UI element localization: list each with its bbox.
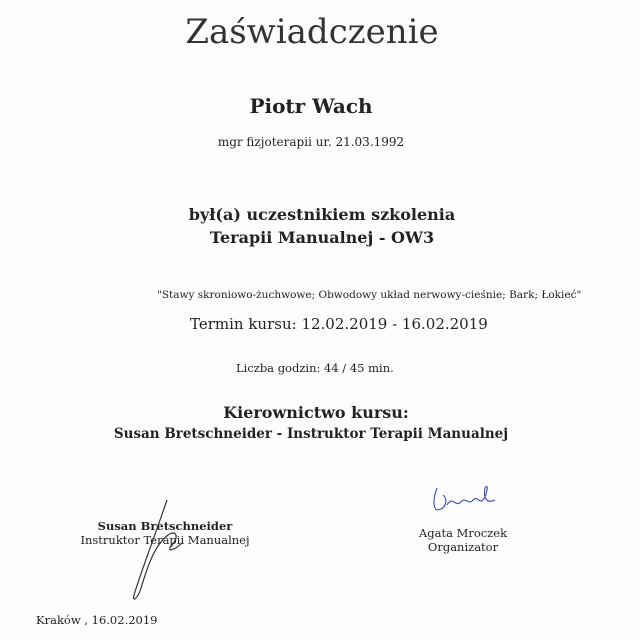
recipient-name: Piotr Wach bbox=[249, 94, 373, 118]
management-text: Susan Bretschneider - Instruktor Terapii Manualnej bbox=[113, 426, 509, 442]
place-and-date: Kraków , 16.02.2019 bbox=[36, 613, 158, 627]
signatory-1-role: Instruktor Terapii Manualnej bbox=[80, 533, 250, 547]
signature-2-icon bbox=[425, 480, 505, 515]
course-name: Terapii Manualnej - OW3 bbox=[209, 228, 435, 247]
document-title: Zaświadczenie bbox=[185, 12, 439, 52]
management-heading: Kierownictwo kursu: bbox=[223, 403, 409, 422]
participation-text: był(a) uczestnikiem szkolenia bbox=[188, 205, 456, 224]
recipient-details: mgr fizjoterapii ur. 21.03.1992 bbox=[217, 135, 405, 149]
signatory-1-name: Susan Bretschneider bbox=[97, 519, 233, 533]
course-topics: "Stawy skroniowo-żuchwowe; Obwodowy układ nerwowy-cieśnie; Bark; Łokieć" bbox=[157, 289, 582, 301]
signatory-2-role: Organizator bbox=[427, 540, 499, 554]
course-hours: Liczba godzin: 44 / 45 min. bbox=[236, 361, 394, 375]
signatory-2-name: Agata Mroczek bbox=[418, 526, 508, 540]
course-term: Termin kursu: 12.02.2019 - 16.02.2019 bbox=[190, 315, 488, 333]
signature-1-icon bbox=[120, 495, 200, 605]
